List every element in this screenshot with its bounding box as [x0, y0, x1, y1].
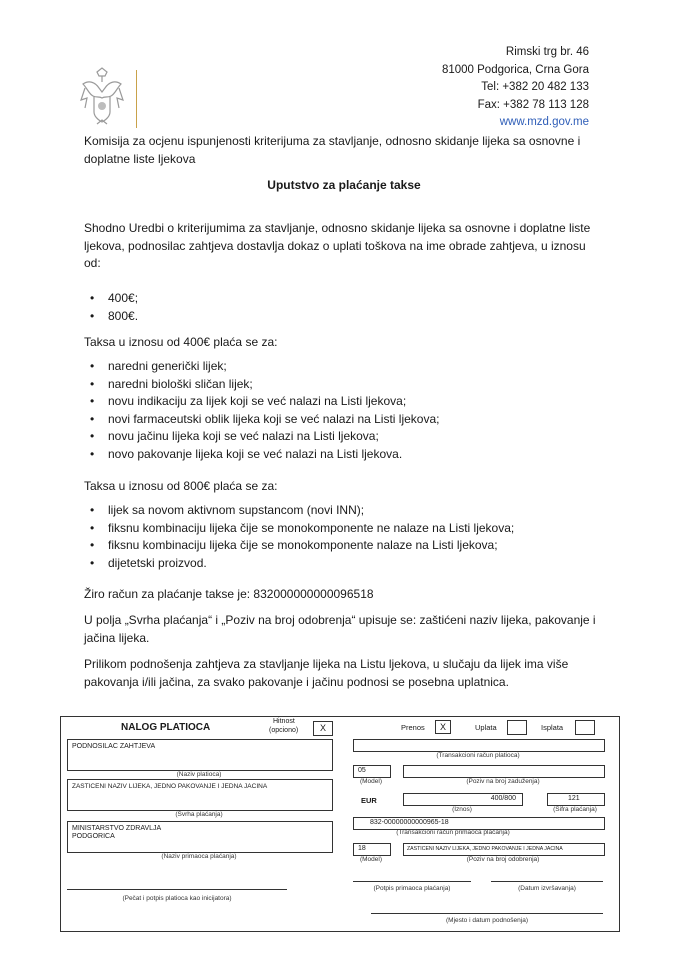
- model-caption-1: (Model): [359, 778, 383, 785]
- payment-order-form: [60, 716, 620, 932]
- withdrawal-checkbox[interactable]: [575, 720, 595, 735]
- tax800-heading: Taksa u iznosu od 800€ plaća se za:: [84, 479, 278, 493]
- account-line: Žiro račun za plaćanje takse je: 832000000000096518: [84, 587, 374, 601]
- amount-caption: (Iznos): [452, 806, 472, 813]
- fax-line: Fax: +382 78 113 128: [477, 98, 589, 111]
- payment-code-value: 121: [568, 795, 580, 802]
- header-divider: [136, 70, 137, 128]
- urgency-checkbox[interactable]: X: [313, 721, 333, 736]
- address-line: Rimski trg br. 46: [505, 46, 589, 58]
- payment-purpose-field[interactable]: [67, 779, 333, 811]
- commission-name: Komisija za ocjenu ispunjenosti kriterijuma za stavljanje, odnosno skidanje lijeka sa osnovne i doplatne liste ljekova: [84, 134, 581, 166]
- document-title: Uputstvo za plaćanje takse: [267, 178, 421, 192]
- amounts-list: [84, 290, 604, 325]
- coat-of-arms-logo: [77, 66, 127, 128]
- list-item: • fiksnu kombinaciju lijeka čije se monokomponente ne nalaze na Listi ljekova;: [84, 520, 604, 538]
- list-item: • fiksnu kombinaciju lijeka čije se monokomponente nalaze na Listi ljekova;: [84, 537, 604, 555]
- deposit-checkbox[interactable]: [507, 720, 527, 735]
- debit-reference-caption: (Poziv na broj zaduženja): [466, 778, 540, 785]
- recipient-account-value: 832-00000000000965-18: [370, 819, 449, 826]
- payment-code-caption: (Šifra plaćanja): [553, 806, 597, 813]
- execution-date-line[interactable]: [491, 881, 603, 882]
- credit-reference-value: ZASTICENI NAZIV LIJEKA, JEDNO PAKOVANJE I JEDNA JACINA: [407, 846, 563, 852]
- payment-purpose-value: ZASTICENI NAZIV LIJEKA, JEDNO PAKOVANJE I JEDNA JACINA: [72, 783, 268, 790]
- debit-reference-field[interactable]: [403, 765, 605, 778]
- website-link[interactable]: www.mzd.gov.me: [499, 116, 589, 128]
- transfer-label: Prenos: [401, 723, 425, 732]
- phone-line: Tel: +382 20 482 133: [481, 81, 589, 93]
- payment-purpose-caption: (Svrha plaćanja): [175, 811, 223, 818]
- recipient-signature-caption: (Potpis primaoca plaćanja): [373, 885, 451, 892]
- currency-label: EUR: [361, 796, 377, 805]
- list-item: • lijek sa novom aktivnom supstancom (novi INN);: [84, 502, 604, 520]
- tax400-heading: Taksa u iznosu od 400€ plaća se za:: [84, 335, 278, 349]
- recipient-name-field[interactable]: [67, 821, 333, 853]
- model-field-2[interactable]: [353, 843, 391, 856]
- form-title: NALOG PLATIOCA: [121, 722, 211, 733]
- list-item: • naredni generički lijek;: [84, 358, 604, 376]
- list-item: • 800€.: [84, 308, 604, 326]
- recipient-signature-line[interactable]: [353, 881, 471, 882]
- recipient-name-caption: (Naziv primaoca plaćanja): [161, 853, 237, 860]
- transfer-checkbox[interactable]: X: [435, 720, 451, 734]
- stamp-signature-caption: (Pečat i potpis platioca kao inicijatora): [122, 895, 232, 902]
- list-item: • novo pakovanje lijeka koji se već nalazi na Listi ljekova.: [84, 446, 604, 464]
- credit-reference-caption: (Poziv na broj odobrenja): [466, 856, 540, 863]
- payer-name-value: PODNOSILAC ZAHTJEVA: [72, 743, 156, 750]
- contact-address-block: [442, 44, 589, 132]
- payer-account-field[interactable]: [353, 739, 605, 752]
- recipient-name-line2: PODGORICA: [72, 833, 115, 840]
- list-item: • novi farmaceutski oblik lijeka koji se već nalazi na Listi ljekova;: [84, 411, 604, 429]
- tax800-list: [84, 502, 604, 572]
- payer-name-field[interactable]: [67, 739, 333, 771]
- deposit-label: Uplata: [475, 723, 497, 732]
- place-date-caption: (Mjesto i datum podnošenja): [445, 917, 528, 924]
- model-value-1: 05: [358, 767, 366, 774]
- address-line: 81000 Podgorica, Crna Gora: [441, 63, 589, 76]
- recipient-name-line1: MINISTARSTVO ZDRAVLJA: [72, 825, 162, 832]
- submission-note: Prilikom podnošenja zahtjeva za stavljanje lijeka na Listu ljekova, u slučaju da lijek ima više pakovanja i/ili jačina, za svako pakovanje i jačinu podnosi se posebna uplatnica.: [84, 657, 569, 689]
- list-item: • 400€;: [84, 290, 604, 308]
- stamp-signature-line[interactable]: [67, 889, 287, 890]
- credit-reference-field[interactable]: [403, 843, 605, 856]
- fields-note: U polja „Svrha plaćanja“ i „Poziv na broj odobrenja“ upisuje se: zaštićeni naziv lijeka, pakovanje i jačina lijeka.: [84, 613, 596, 645]
- model-value-2: 18: [358, 845, 366, 852]
- recipient-account-caption: (Transakcioni račun primaoca plaćanja): [396, 829, 510, 836]
- intro-paragraph: Shodno Uredbi o kriterijumima za stavljanje, odnosno skidanje lijeka sa osnovne i doplatne liste ljekova, podnosilac zahtjeva dostavlja dokaz o uplati toškova na ime obrade zahtjeva, u iznosu od:: [84, 221, 591, 270]
- execution-date-caption: (Datum izvršavanja): [518, 885, 576, 892]
- withdrawal-label: Isplata: [541, 723, 564, 732]
- model-caption-2: (Model): [359, 856, 383, 863]
- list-item: • novu indikaciju za lijek koji se već nalazi na Listi ljekova;: [84, 393, 604, 411]
- urgency-optional-label: (opciono): [269, 727, 299, 734]
- payment-code-field[interactable]: [547, 793, 605, 806]
- list-item: • naredni biološki sličan lijek;: [84, 376, 604, 394]
- amount-field[interactable]: [403, 793, 523, 806]
- payer-account-caption: (Transakcioni račun platioca): [436, 752, 520, 759]
- payer-name-caption: (Naziv platioca): [176, 771, 222, 778]
- amount-value: 400/800: [490, 795, 516, 802]
- place-date-line[interactable]: [371, 913, 603, 914]
- urgency-label: Hitnost: [273, 718, 295, 725]
- model-field-1[interactable]: [353, 765, 391, 778]
- list-item: • novu jačinu lijeka koji se već nalazi na Listi ljekova;: [84, 428, 604, 446]
- tax400-list: [84, 358, 604, 463]
- list-item: • dijetetski proizvod.: [84, 555, 604, 573]
